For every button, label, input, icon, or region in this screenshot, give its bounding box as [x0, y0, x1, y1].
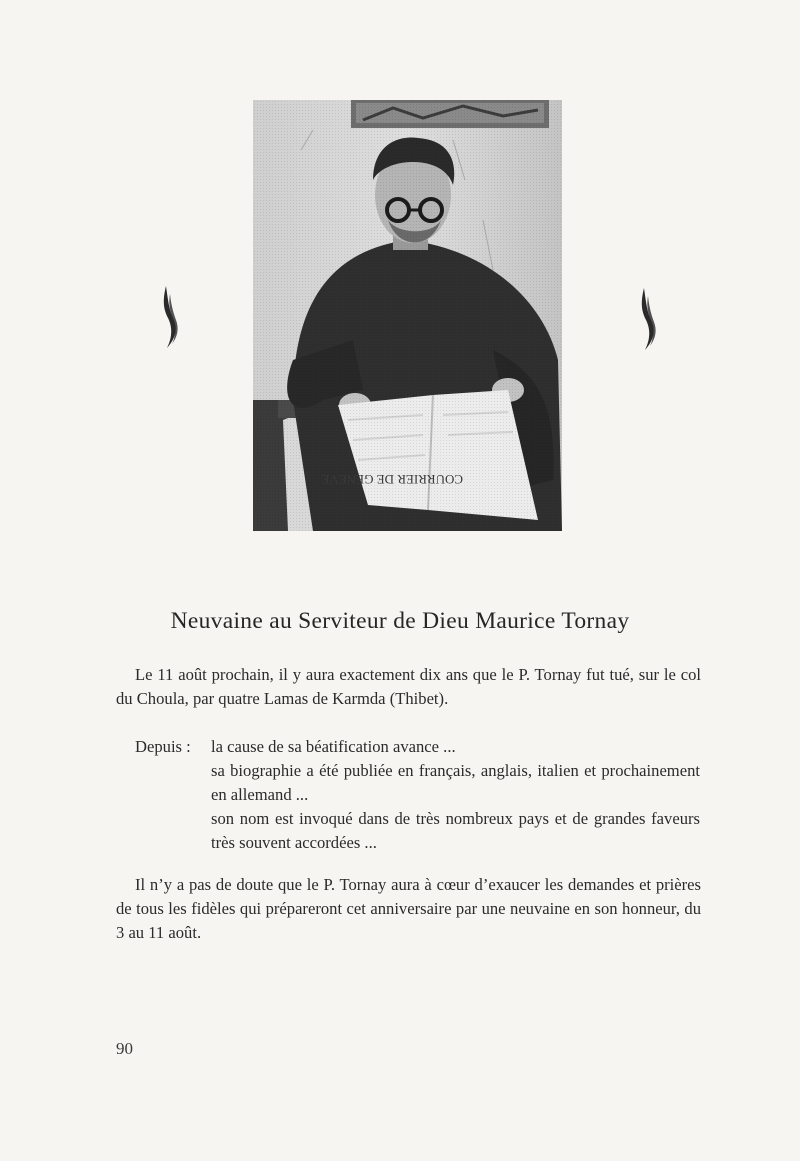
depuis-label: Depuis :	[135, 737, 191, 756]
closing-paragraph: Il n’y a pas de doute que le P. Tornay aura à cœur d’exaucer les demandes et prières de tous les fidèles qui prépareront cet anniversaire par une neuvaine en son honneur, du 3 au 11 août.	[116, 875, 701, 942]
depuis-list	[211, 735, 700, 855]
list-item: la cause de sa béatification avance ...	[211, 737, 456, 756]
list-item: sa biographie a été publiée en français, anglais, italien et prochainement en allemand ...	[211, 761, 700, 804]
portrait-photograph	[253, 100, 562, 531]
page-number: 90	[116, 1039, 133, 1058]
page-title: Neuvaine au Serviteur de Dieu Maurice Tornay	[170, 608, 630, 634]
flame-ornament-icon	[636, 286, 658, 352]
photo-portrait-icon	[253, 100, 562, 531]
intro-paragraph: Le 11 août prochain, il y aura exactement dix ans que le P. Tornay fut tué, sur le col du Choula, par quatre Lamas de Karmda (Thibet).	[116, 665, 701, 708]
flame-ornament-icon	[158, 284, 180, 350]
list-item: son nom est invoqué dans de très nombreux pays et de grandes faveurs très souvent accordées ...	[211, 809, 700, 852]
